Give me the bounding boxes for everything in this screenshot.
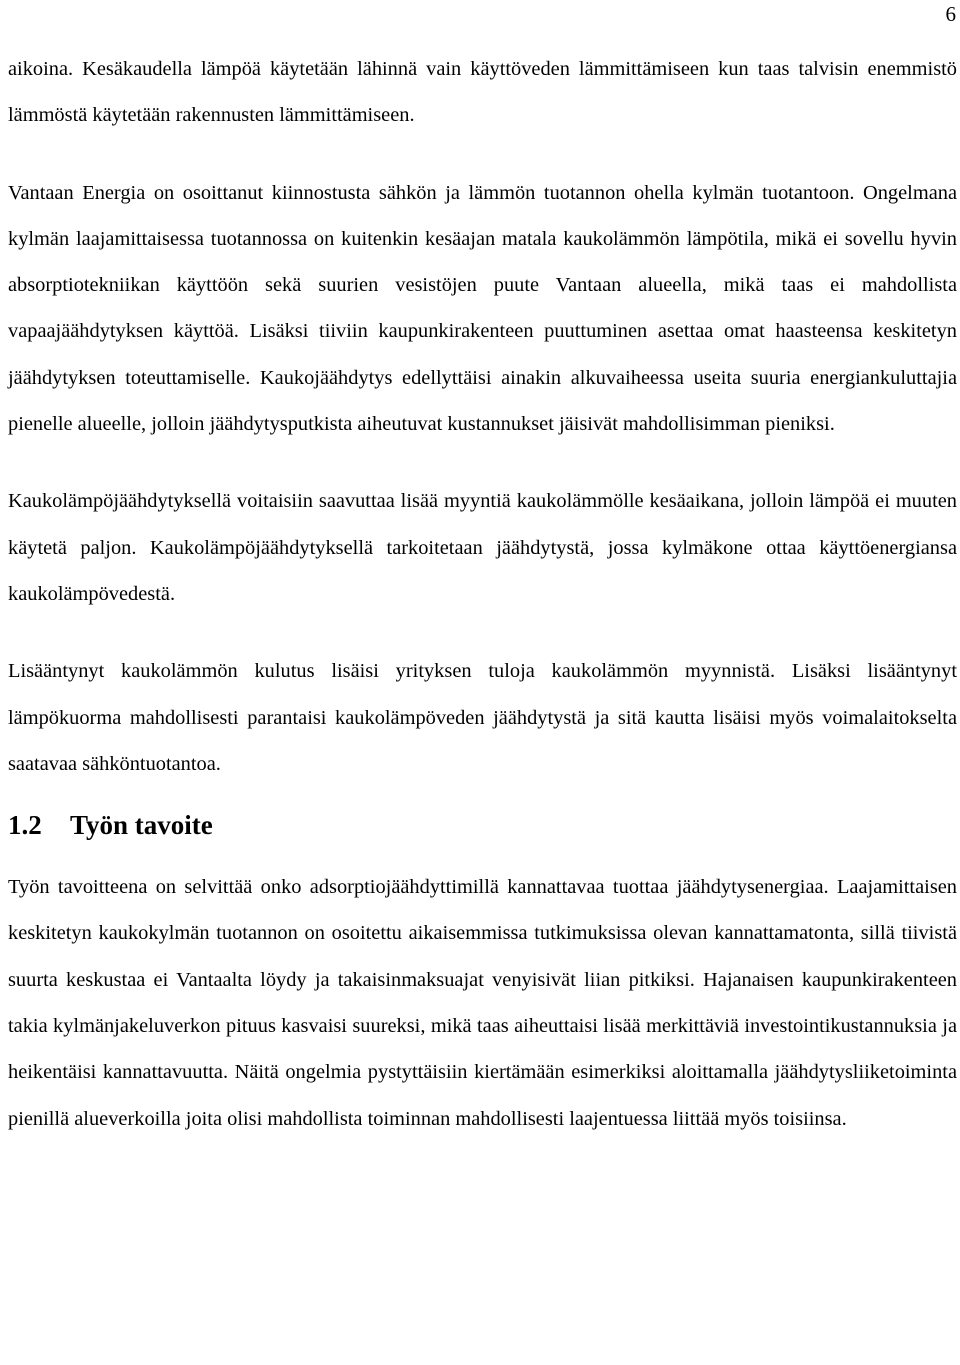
document-body (8, 46, 957, 1142)
paragraph-gap (8, 617, 957, 648)
paragraph-kaukolampojaahdytys: Kaukolämpöjäähdytyksellä voitaisiin saavuttaa lisää myyntiä kaukolämmölle kesäaikana, jolloin lämpöä ei muuten käytetä paljon. Kaukolämpöjäähdytyksellä tarkoitetaan jäähdytystä, jossa kylmäkone ottaa käyttöenergiansa kaukolämpövedestä. (8, 490, 957, 605)
paragraph-vantaan-energia: Vantaan Energia on osoittanut kiinnostusta sähkön ja lämmön tuotannon ohella kylmän tuotantoon. Ongelmana kylmän laajamittaisessa tuotannossa on kuitenkin kesäajan matala kaukolämmön lämpötila, mikä ei sovellu hyvin absorptiotekniikan käyttöön sekä suurien vesistöjen puute Vantaan alueella, mikä taas ei mahdollista vapaajäähdytyksen käyttöä. Lisäksi tiiviin kaupunkirakenteen puuttuminen asettaa omat haasteensa keskitetyn jäähdytyksen toteuttamiselle. Kaukojäähdytys edellyttäisi ainakin alkuvaiheessa useita suuria energiankuluttajia pienelle alueelle, jolloin jäähdytysputkista aiheutuvat kustannukset jäisivät mahdollisimman pieniksi. (8, 181, 957, 436)
section-title: Työn tavoite (70, 810, 213, 841)
section-heading (8, 787, 957, 864)
page-number: 6 (945, 2, 956, 26)
paragraph-gap (8, 447, 957, 478)
paragraph-tyon-tavoite: Työn tavoitteena on selvittää onko adsorptiojäähdyttimillä kannattavaa tuottaa jäähdytysenergiaa. Laajamittaisen keskitetyn kaukokylmän tuotannon on osoitettu aikaisemmissa tutkimuksissa olevan kannattamatonta, sillä tiivistä suurta keskustaa ei Vantaalta löydy ja takaisinmaksuajat venyisivät liian pitkiksi. Hajanaisen kaupunkirakenteen takia kylmänjakeluverkon pituus kasvaisi suureksi, mikä taas aiheuttaisi lisää merkittäviä investointikustannuksia ja heikentäisi kannattavuutta. Näitä ongelmia pystyttäisiin kiertämään esimerkiksi aloittamalla jäähdytysliiketoiminta pienillä alueverkoilla joita olisi mahdollista toiminnan mahdollisesti laajentuessa liittää myös toisiinsa. (8, 876, 957, 1130)
paragraph-kulutus: Lisääntynyt kaukolämmön kulutus lisäisi yrityksen tuloja kaukolämmön myynnistä. Lisäksi lisääntynyt lämpökuorma mahdollisesti parantaisi kaukolämpöveden jäähdytystä ja sitä kautta lisäisi myös voimalaitokselta saatavaa sähköntuotantoa. (8, 660, 957, 775)
section-number: 1.2 (8, 810, 42, 841)
paragraph-intro-continuation: aikoina. Kesäkaudella lämpöä käytetään lähinnä vain käyttöveden lämmittämiseen kun taas talvisin enemmistö lämmöstä käytetään rakennusten lämmittämiseen. (8, 58, 957, 127)
paragraph-gap (8, 139, 957, 170)
